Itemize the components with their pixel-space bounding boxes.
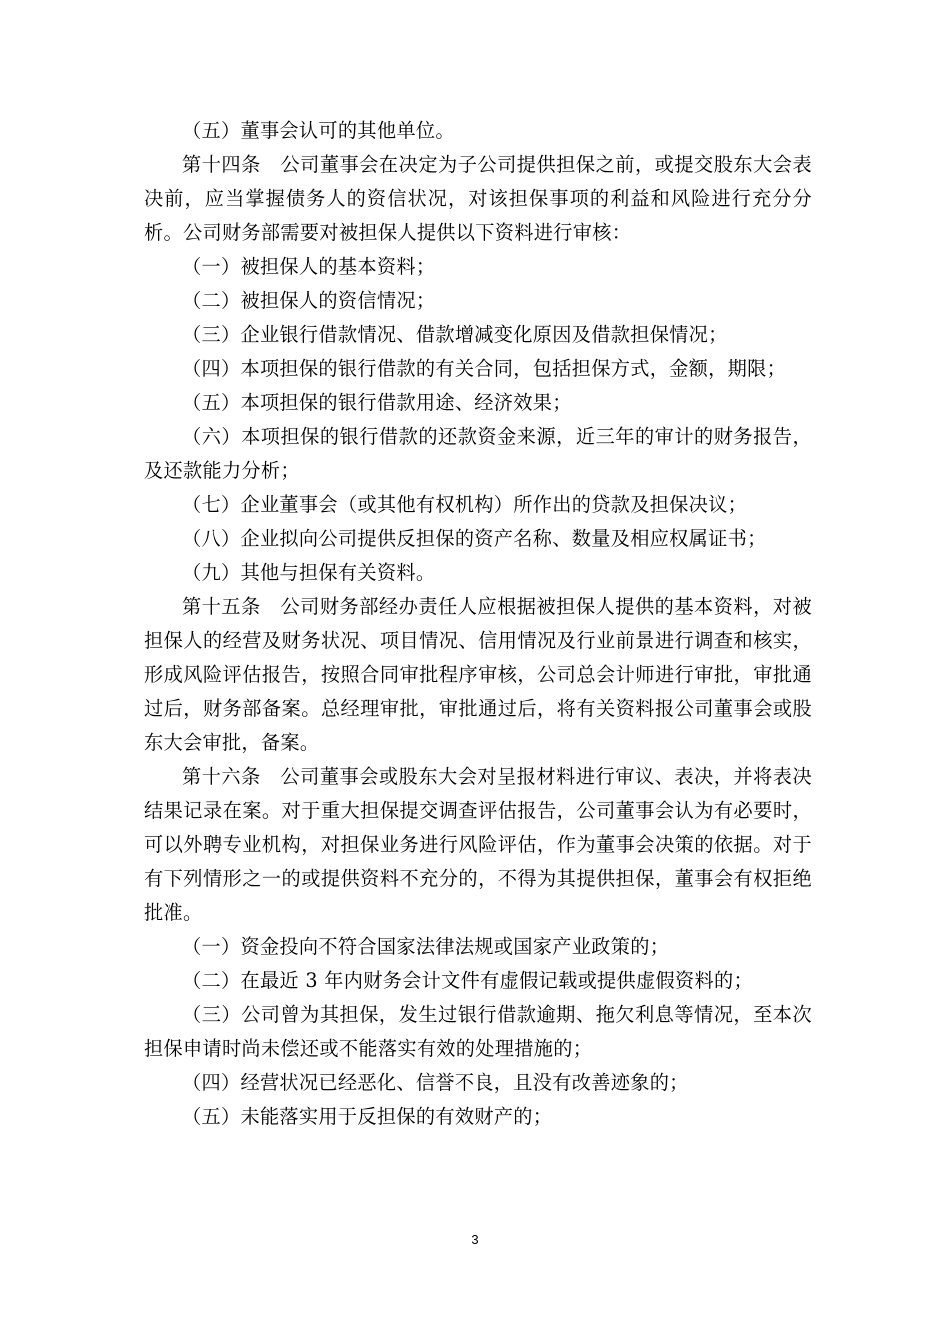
- article-14: 第十四条 公司董事会在决定为子公司提供担保之前，或提交股东大会表决前，应当掌握债务人的资信状况，对该担保事项的利益和风险进行充分分析。公司财务部需要对被担保人提供以下资料进行审核：: [144, 153, 812, 244]
- article-16: 第十六条 公司董事会或股东大会对呈报材料进行审议、表决，并将表决结果记录在案。对于重大担保提交调查评估报告，公司董事会认为有必要时，可以外聘专业机构，对担保业务进行风险评估，作为董事会决策的依据。对于有下列情形之一的或提供资料不充分的，不得为其提供担保，董事会有权拒绝批准。: [144, 765, 812, 924]
- article-14-item-7: （七）企业董事会（或其他有权机构）所作出的贷款及担保决议；: [182, 493, 748, 516]
- article-16-item-1: （一）资金投向不符合国家法律法规或国家产业政策的；: [182, 935, 670, 958]
- document-body: [144, 114, 812, 1134]
- article-15: 第十五条 公司财务部经办责任人应根据被担保人提供的基本资料，对被担保人的经营及财务状况、项目情况、信用情况及行业前景进行调查和核实，形成风险评估报告，按照合同审批程序审核，公司总会计师进行审批，审批通过后，财务部备案。总经理审批，审批通过后，将有关资料报公司董事会或股东大会审批，备案。: [144, 595, 812, 754]
- article-16-item-3: （三）公司曾为其担保，发生过银行借款逾期、拖欠利息等情况，至本次担保申请时尚未偿还或不能落实有效的处理措施的；: [144, 1003, 812, 1060]
- article-16-item-4: （四）经营状况已经恶化、信誉不良，且没有改善迹象的；: [182, 1071, 689, 1094]
- article-14-item-4: （四）本项担保的银行借款的有关合同，包括担保方式，金额，期限；: [182, 357, 787, 380]
- article-14-item-6: （六）本项担保的银行借款的还款资金来源，近三年的审计的财务报告，及还款能力分析；: [144, 425, 812, 482]
- article-16-item-2: （二）在最近 3 年内财务会计文件有虚假记载或提供虚假资料的；: [182, 969, 753, 992]
- article-14-item-8: （八）企业拟向公司提供反担保的资产名称、数量及相应权属证书；: [182, 527, 767, 550]
- article-14-item-9: （九）其他与担保有关资料。: [182, 561, 436, 584]
- article-14-item-1: （一）被担保人的基本资料；: [182, 255, 436, 278]
- article-16-item-5: （五）未能落实用于反担保的有效财产的；: [182, 1105, 553, 1128]
- paragraph-item-5-other-units: （五）董事会认可的其他单位。: [182, 119, 455, 142]
- article-14-item-2: （二）被担保人的资信情况；: [182, 289, 436, 312]
- page-number: 3: [471, 1232, 479, 1247]
- article-14-item-3: （三）企业银行借款情况、借款增减变化原因及借款担保情况；: [182, 323, 728, 346]
- article-14-item-5: （五）本项担保的银行借款用途、经济效果；: [182, 391, 572, 414]
